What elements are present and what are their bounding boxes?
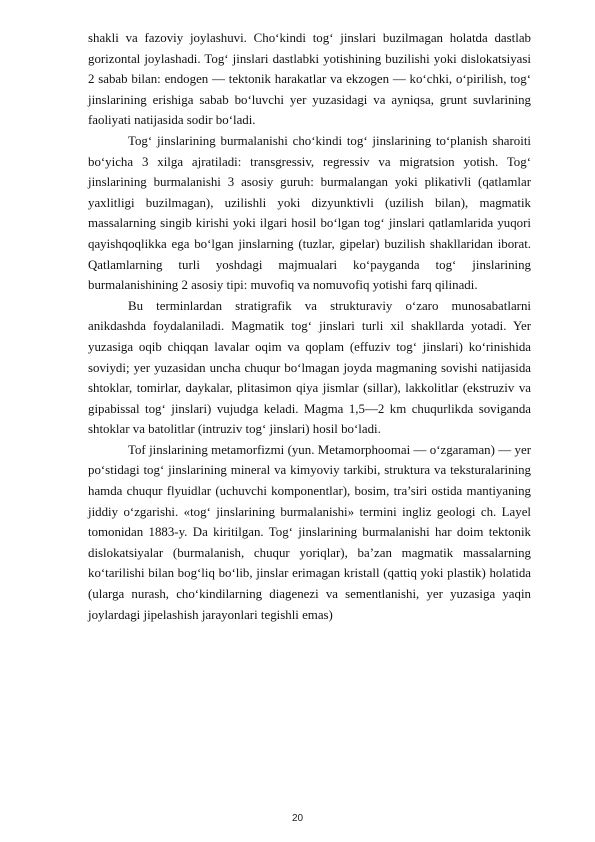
paragraph-2: Tog‘ jinslarining burmalanishi cho‘kindi tog‘ jinslarining to‘planish sharoiti bo‘yicha 3 xilga ajratiladi: transgressiv, regressiv va migratsion yotish. Tog‘ jinslarining burmalanishi 3 asosiy guruh: burmalangan yoki plikativli (qatlamlar yaxlitligi buzilmagan), uzilishli yoki dizyunktivli (uzilish bilan), magmatik massalarning singib kirishi yoki ilgari hosil bo‘lgan tog‘ jinslari qatlamlarida yuqori qayishqoqlikka ega bo‘lgan jinslarning (tuzlar, gipelar) buzilish shakllaridan iborat. Qatlamlarning turli yoshdagi majmualari ko‘payganda tog‘ jinslarining burmalanishining 2 asosiy tipi: muvofiq va nomuvofiq yotishi farq qilinadi. <box>88 133 531 293</box>
paragraph-3: Bu terminlardan stratigrafik va strukturaviy o‘zaro munosabatlarni anikdashda foydalaniladi. Magmatik tog‘ jinslari turli xil shakllarda yotadi. Yer yuzasiga oqib chiqqan lavalar oqim va qoplam (effuziv tog‘ jinslari) ko‘rinishida soviydi; yer yuzasidan uncha chuqur bo‘lmagan joyda magmaning sovishi natijasida shtoklar, tomirlar, daykalar, plitasimon qiya jismlar (sillar), lakkolitlar (ekstruziv va gipabissal tog‘ jinslari) vujudga keladi. Magma 1,5—2 km chuqurlikda soviganda shtoklar va batolitlar (intruziv tog‘ jinslari) hosil bo‘ladi. <box>88 298 531 437</box>
paragraph-1: shakli va fazoviy joylashuvi. Cho‘kindi tog‘ jinslari buzilmagan holatda dastlab gorizontal joylashadi. Tog‘ jinslari dastlabki yotishining buzilishi yoki dislokatsiyasi 2 sabab bilan: endogen — tektonik harakatlar va ekzogen — ko‘chki, o‘pirilish, tog‘ jinslarining erishiga sabab bo‘luvchi yer yuzasidagi va ayniqsa, grunt suvlarining faoliyati natijasida sodir bo‘ladi. <box>88 31 531 128</box>
paragraph-4: Tof jinslarining metamorfizmi (yun. Metamorphoomai — o‘zgaraman) — yer po‘stidagi tog‘ jinslarining mineral va kimyoviy tarkibi, struktura va teksturalarining hamda chuqur flyuidlar (uchuvchi komponentlar), bosim, tra’siri ostida mantiyaning jiddiy o‘zgarishi. «tog‘ jinslarining burmalanishi» termini ingliz geologi ch. Layel tomonidan 1883-y. Da kiritilgan. Tog‘ jinslarining burmalanishi har doim tektonik dislokatsiyalar (burmalanish, chuqur yoriqlar), ba’zan magmatik massalarning ko‘tarilishi bilan bog‘liq bo‘lib, jinslar erimagan kristall (qattiq yoki plastik) holatida (ularga nurash, cho‘kindilarning diagenezi va sementlanishi, yer yuzasiga yaqin joylardagi jipelashish jarayonlari tegishli emas) <box>88 442 531 622</box>
document-page <box>88 28 531 625</box>
page-number: 20 <box>291 813 304 824</box>
